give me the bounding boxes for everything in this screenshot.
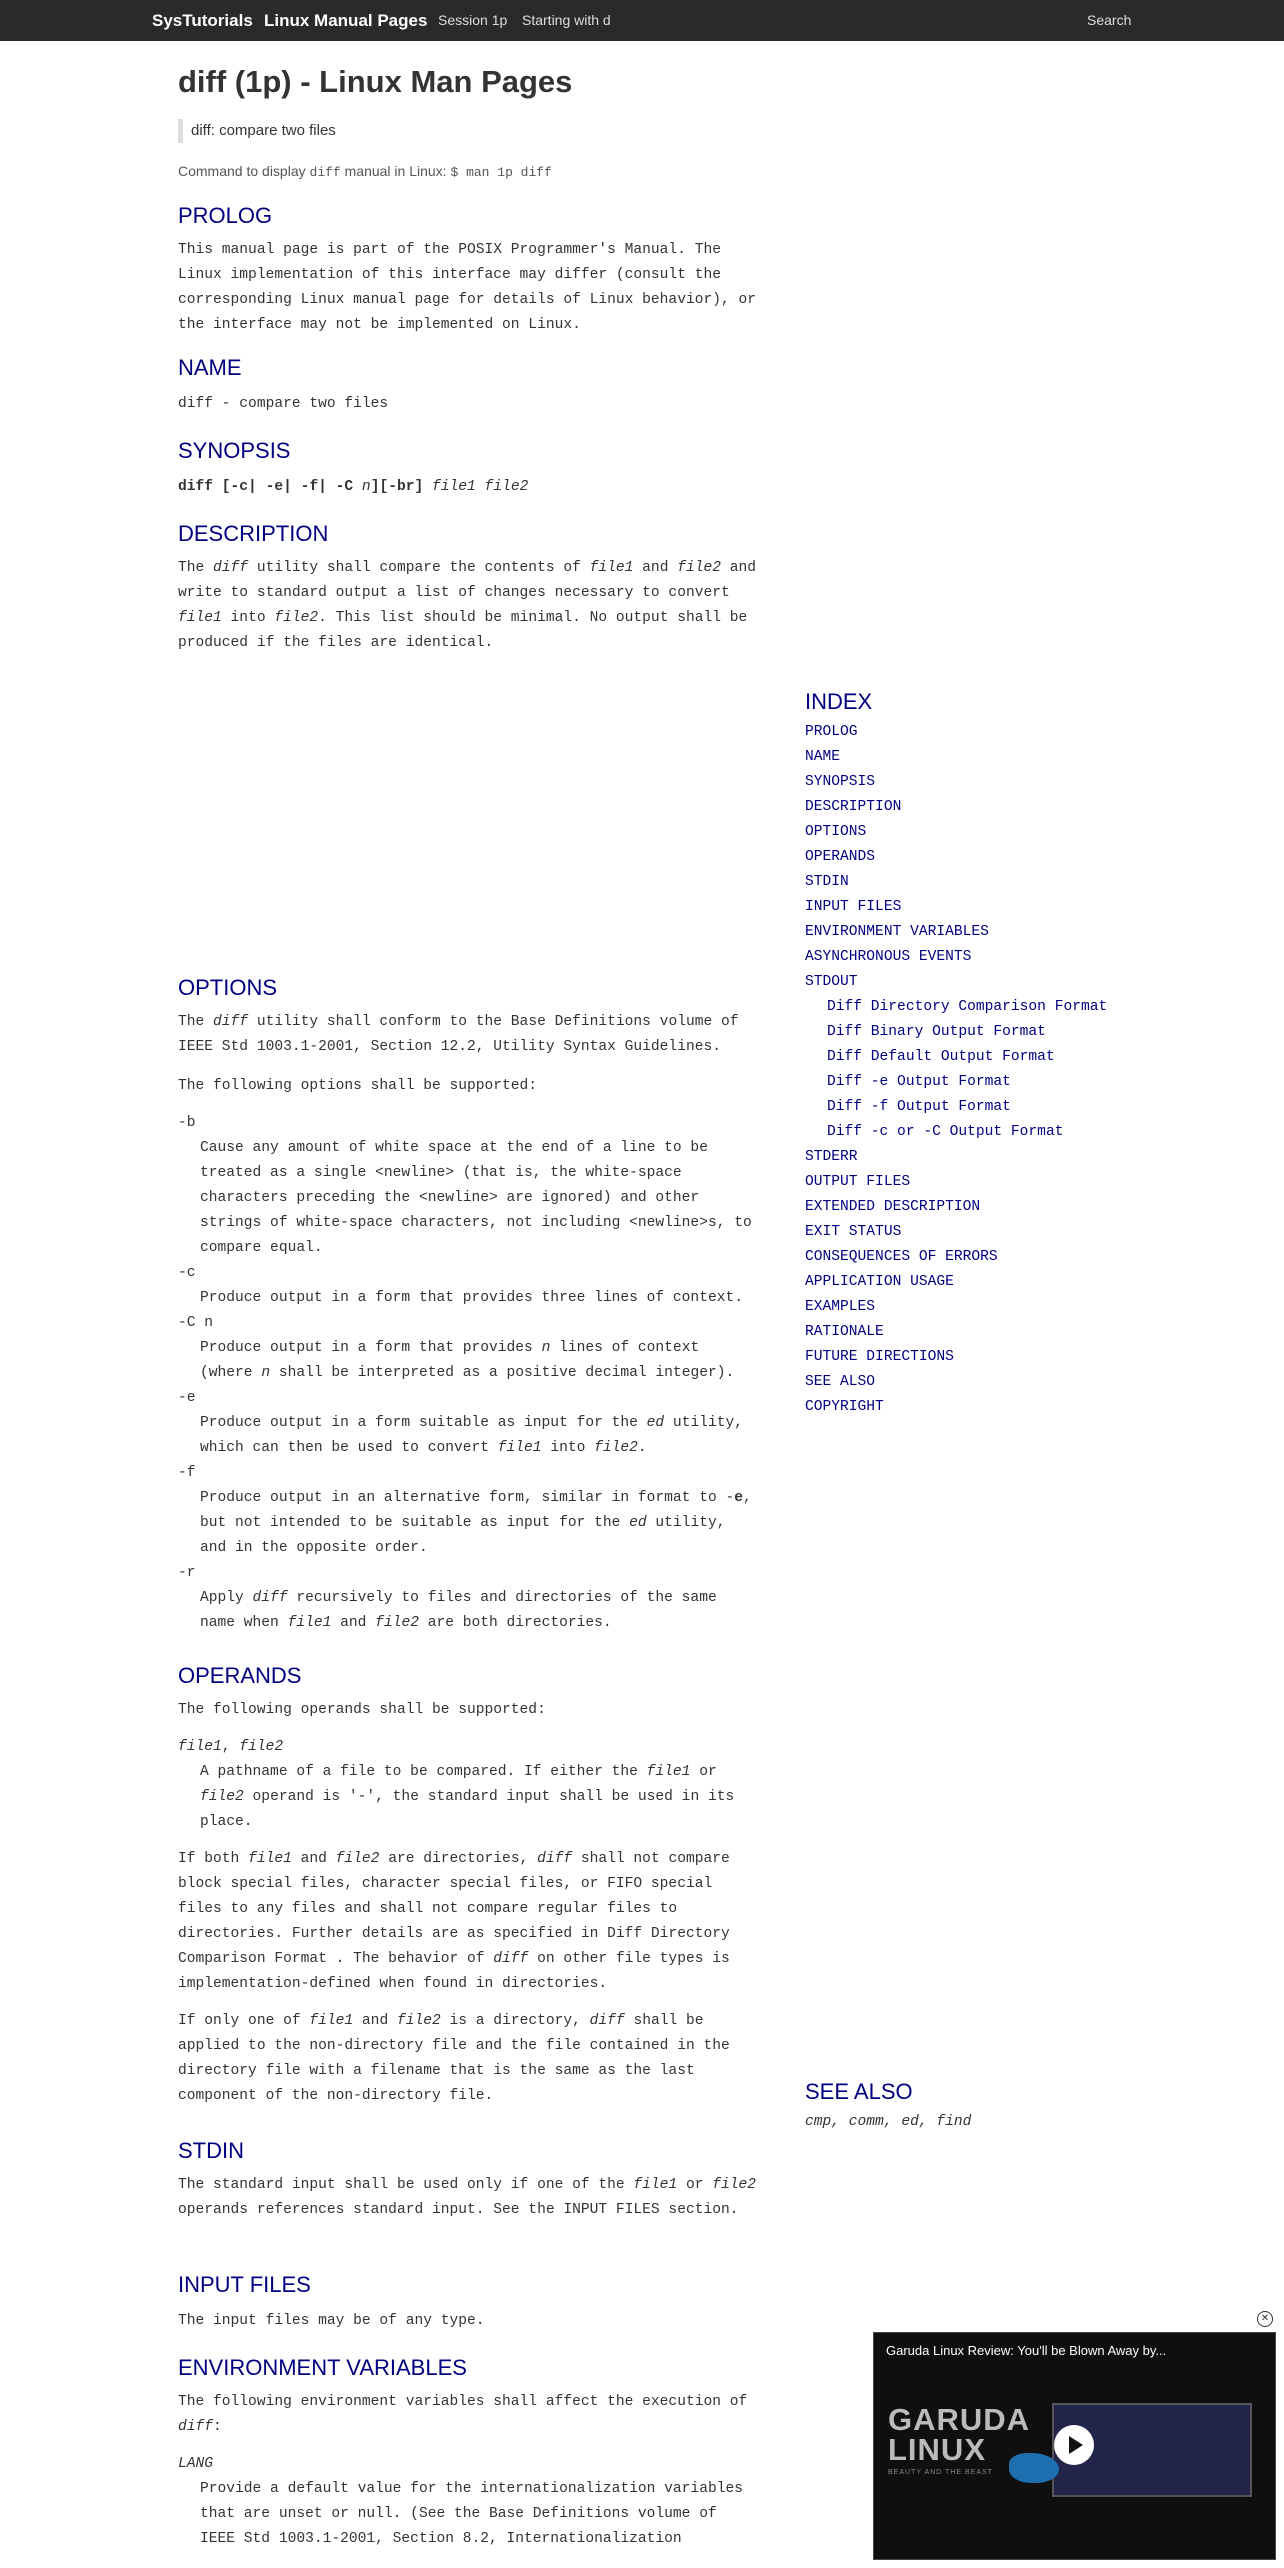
video-title: Garuda Linux Review: You'll be Blown Away by... [886, 2343, 1167, 2358]
index-item[interactable]: EXIT STATUS [805, 1224, 902, 1240]
heading-input-files: INPUT FILES [178, 2272, 311, 2297]
env-intro: The following environment variables shall affect the execution of diff: [178, 2394, 748, 2435]
option-f: -f [178, 1465, 196, 1481]
index-item[interactable]: OUTPUT FILES [805, 1174, 911, 1190]
index-item[interactable]: CONSEQUENCES OF ERRORS [805, 1249, 998, 1265]
option-e: -e [178, 1390, 196, 1406]
video-logo: GARUDA LINUX [888, 2402, 1031, 2467]
index-item[interactable]: SEE ALSO [805, 1374, 876, 1390]
command-suffix: manual in Linux: [344, 163, 447, 179]
option-r-desc: Apply diff recursively to files and directories of the same name when file1 and file2 are both directories. [200, 1590, 717, 1631]
section-name [178, 354, 758, 417]
play-icon[interactable] [1054, 2425, 1094, 2465]
option-r: -r [178, 1565, 196, 1581]
index-item[interactable]: ASYNCHRONOUS EVENTS [805, 949, 972, 965]
option-b-desc: Cause any amount of white space at the end of a line to be treated as a single <newline> (that is, the white-space characters preceding the <newline> are ignored) and other strings of white-space characters, not including <newline>s, to compare equal. [200, 1140, 752, 1256]
section-options [178, 974, 758, 1636]
index-item[interactable]: OPERANDS [805, 849, 876, 865]
index-item[interactable]: EXAMPLES [805, 1299, 876, 1315]
index-item[interactable]: STDERR [805, 1149, 858, 1165]
section-operands [178, 1662, 758, 2109]
env-lang-desc: Provide a default value for the internationalization variables that are unset or null. (See the Base Definitions volume of IEEE Std 1003.1-2001, Section 8.2, Internationalization [200, 2481, 743, 2547]
option-c: -c [178, 1265, 196, 1281]
video-ad[interactable] [873, 2332, 1276, 2560]
option-C-desc: Produce output in a form that provides n lines of context (where n shall be interpreted as a positive decimal integer). [200, 1340, 735, 1381]
index-item[interactable]: INPUT FILES [805, 899, 902, 915]
nav-session[interactable]: Session 1p [438, 12, 508, 28]
command-code: $ man 1p diff [450, 165, 552, 180]
operands-one-dir-text: If only one of file1 and file2 is a directory, diff shall be applied to the non-directory file and the file contained in the directory file with a filename that is the same as the last component of the non-directory file. [178, 2013, 730, 2104]
index-item[interactable]: Diff Binary Output Format [827, 1024, 1046, 1040]
index-item[interactable]: Diff -f Output Format [827, 1099, 1011, 1115]
section-prolog [178, 202, 758, 338]
option-list [178, 1111, 758, 1636]
section-description [178, 520, 758, 656]
heading-synopsis: SYNOPSIS [178, 438, 291, 463]
options-intro2: The following options shall be supported: [178, 1078, 538, 1094]
input-files-text: The input files may be of any type. [178, 2313, 485, 2329]
section-synopsis [178, 437, 758, 500]
index-item[interactable]: SYNOPSIS [805, 774, 876, 790]
option-b: -b [178, 1115, 196, 1131]
nav-search[interactable]: Search [1087, 12, 1132, 28]
operands-dir-text: If both file1 and file2 are directories, diff shall not compare block special files, character special files, or FIFO special files to any files and shall not compare regular files to directories. Further details are as specified in Diff Directory Comparison Format . The behavior of diff on other file types is implementation-defined when found in directories. [178, 1851, 730, 1992]
section-input-files [178, 2271, 758, 2334]
heading-operands: OPERANDS [178, 1663, 302, 1688]
command-name: diff [309, 165, 341, 180]
env-lang: LANG [178, 2456, 214, 2472]
command-prefix: Command to display [178, 163, 306, 179]
index-item[interactable]: FUTURE DIRECTIONS [805, 1349, 954, 1365]
heading-options: OPTIONS [178, 975, 278, 1000]
options-intro: The diff utility shall conform to the Base Definitions volume of IEEE Std 1003.1-2001, Section 12.2, Utility Syntax Guidelines. [178, 1014, 739, 1055]
index-item[interactable]: RATIONALE [805, 1324, 884, 1340]
command-line [178, 163, 552, 180]
index-item[interactable]: Diff Directory Comparison Format [827, 999, 1108, 1015]
index-item[interactable]: STDIN [805, 874, 849, 890]
index-title: INDEX [805, 689, 873, 714]
prolog-text: This manual page is part of the POSIX Programmer's Manual. The Linux implementation of this interface may differ (consult the corresponding Linux manual page for details of Linux behavior), or the interface may not be implemented on Linux. [178, 242, 757, 333]
name-text: diff - compare two files [178, 396, 389, 412]
index-item[interactable]: APPLICATION USAGE [805, 1274, 954, 1290]
description-text: The diff utility shall compare the contents of file1 and file2 and write to standard output a list of changes necessary to convert file1 into file2. This list should be minimal. No output shall be produced if the files are identical. [178, 560, 757, 651]
index-item[interactable]: Diff Default Output Format [827, 1049, 1055, 1065]
close-ad-icon[interactable]: ✕ [1257, 2311, 1273, 2327]
index-item[interactable]: STDOUT [805, 974, 858, 990]
lead-quote: diff: compare two files [178, 119, 336, 143]
index-item[interactable]: Diff -e Output Format [827, 1074, 1011, 1090]
index-list [805, 720, 1125, 1420]
index-sidebar [805, 688, 1125, 1420]
heading-name: NAME [178, 355, 242, 380]
operand-files: file1, file2 [178, 1739, 284, 1755]
index-item[interactable]: Diff -c or -C Output Format [827, 1124, 1064, 1140]
see-also-title: SEE ALSO [805, 2079, 913, 2104]
heading-prolog: PROLOG [178, 203, 273, 228]
bird-image [1009, 2453, 1059, 2483]
operand-files-desc: A pathname of a file to be compared. If either the file1 or file2 operand is '-', the standard input shall be used in its place. [200, 1764, 735, 1830]
option-c-desc: Produce output in a form that provides three lines of context. [200, 1290, 743, 1306]
synopsis-text: diff [-c| -e| -f| -C n][-br] file1 file2 [178, 479, 529, 495]
stdin-text: The standard input shall be used only if one of the file1 or file2 operands references standard input. See the INPUT FILES section. [178, 2177, 757, 2218]
operands-intro: The following operands shall be supported: [178, 1702, 546, 1718]
heading-stdin: STDIN [178, 2138, 244, 2163]
heading-description: DESCRIPTION [178, 521, 329, 546]
top-navbar [0, 0, 1284, 41]
index-item[interactable]: PROLOG [805, 724, 858, 740]
see-also-text: cmp, comm, ed, find [805, 2114, 972, 2130]
option-C: -C n [178, 1315, 214, 1331]
index-item[interactable]: DESCRIPTION [805, 799, 902, 815]
page-title: diff (1p) - Linux Man Pages [178, 64, 573, 99]
brand-link[interactable]: SysTutorials [152, 11, 253, 30]
section-stdin [178, 2137, 758, 2223]
option-e-desc: Produce output in a form suitable as input for the ed utility, which can then be used to convert file1 into file2. [200, 1415, 743, 1456]
nav-starting-with[interactable]: Starting with d [522, 12, 611, 28]
video-tagline: BEAUTY AND THE BEAST [888, 2469, 993, 2476]
option-f-desc: Produce output in an alternative form, similar in format to -e, but not intended to be suitable as input for the ed utility, and in the opposite order. [200, 1490, 752, 1556]
index-item[interactable]: COPYRIGHT [805, 1399, 884, 1415]
section-env [178, 2354, 758, 2552]
index-item[interactable]: EXTENDED DESCRIPTION [805, 1199, 981, 1215]
see-also-sidebar [805, 2078, 971, 2130]
index-item[interactable]: OPTIONS [805, 824, 867, 840]
nav-linux-manual-pages[interactable]: Linux Manual Pages [264, 11, 428, 30]
heading-env: ENVIRONMENT VARIABLES [178, 2355, 467, 2380]
index-item[interactable]: ENVIRONMENT VARIABLES [805, 924, 989, 940]
index-item[interactable]: NAME [805, 749, 841, 765]
